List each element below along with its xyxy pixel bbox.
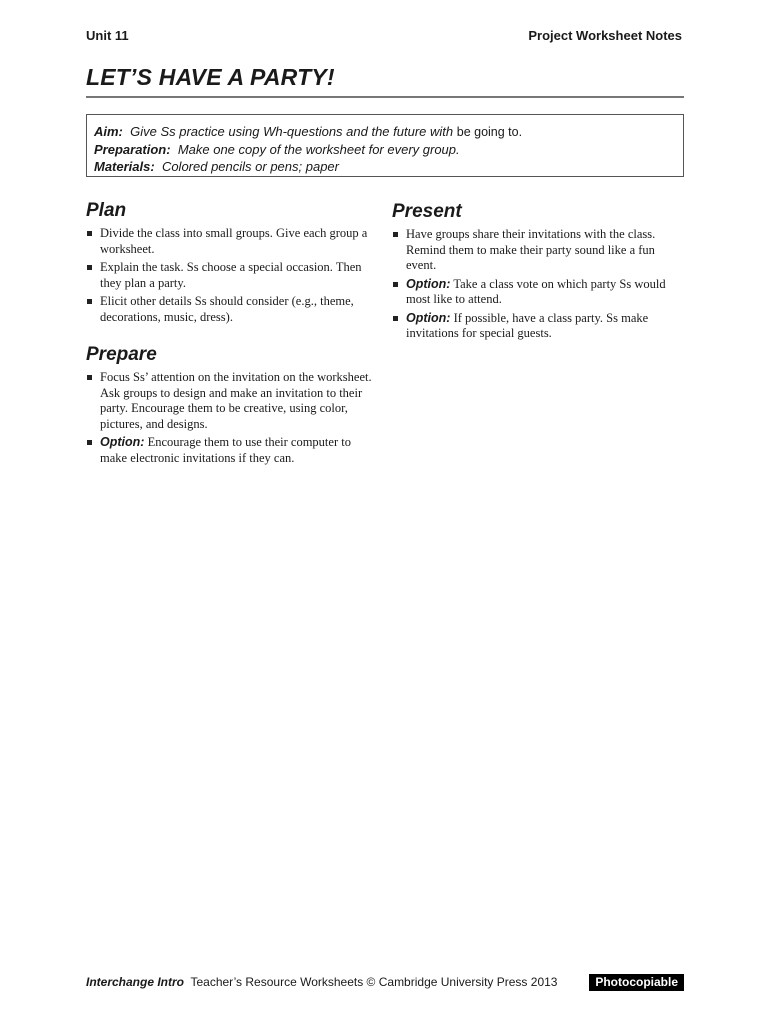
section-label: Project Worksheet Notes bbox=[528, 28, 682, 43]
list-item: Focus Ss’ attention on the invitation on the worksheet. Ask groups to design and make an invitation to their party. Encourage them to be creative, using color, pictures, and designs. bbox=[86, 370, 378, 432]
list-item: Have groups share their invitations with the class. Remind them to make their party sound like a fun event. bbox=[392, 227, 684, 274]
present-list bbox=[392, 227, 684, 342]
preparation-text: Make one copy of the worksheet for every group. bbox=[177, 142, 460, 157]
prepare-section bbox=[86, 344, 378, 469]
footer-text: Teacher’s Resource Worksheets © Cambridge University Press 2013 bbox=[190, 975, 558, 989]
footer-brand: Interchange Intro bbox=[86, 975, 185, 989]
aim-text: Give Ss practice using Wh-questions and the future with bbox=[130, 124, 454, 139]
aim-line bbox=[94, 123, 676, 141]
list-item bbox=[392, 311, 684, 342]
plan-section bbox=[86, 200, 378, 328]
aim-plain-text: be going to. bbox=[456, 125, 523, 139]
option-text: Take a class vote on which party Ss would most like to attend. bbox=[406, 276, 666, 306]
plan-heading: Plan bbox=[86, 200, 127, 221]
option-label: Option: bbox=[406, 310, 451, 325]
aim-box bbox=[86, 114, 684, 177]
option-label: Option: bbox=[406, 276, 451, 291]
present-section bbox=[392, 201, 684, 345]
unit-label: Unit 11 bbox=[86, 28, 129, 43]
materials-label: Materials: bbox=[94, 159, 155, 174]
preparation-label: Preparation: bbox=[94, 142, 171, 157]
prepare-list bbox=[86, 370, 378, 466]
title-divider bbox=[86, 96, 684, 98]
footer-credit bbox=[86, 975, 557, 989]
list-item bbox=[86, 435, 378, 466]
aim-label: Aim: bbox=[94, 124, 123, 139]
page-title: LET’S HAVE A PARTY! bbox=[86, 64, 335, 90]
present-heading: Present bbox=[392, 201, 462, 222]
option-text: Encourage them to use their computer to make electronic invitations if they can. bbox=[100, 435, 351, 465]
materials-line bbox=[94, 158, 676, 175]
option-text: If possible, have a class party. Ss make invitations for special guests. bbox=[406, 310, 649, 340]
photocopiable-badge: Photocopiable bbox=[589, 974, 684, 991]
list-item bbox=[392, 277, 684, 308]
preparation-line bbox=[94, 141, 676, 158]
materials-text: Colored pencils or pens; paper bbox=[161, 159, 339, 174]
prepare-heading: Prepare bbox=[86, 344, 157, 365]
plan-list bbox=[86, 226, 378, 325]
list-item: Explain the task. Ss choose a special occasion. Then they plan a party. bbox=[86, 260, 378, 291]
list-item: Divide the class into small groups. Give each group a worksheet. bbox=[86, 226, 378, 257]
list-item: Elicit other details Ss should consider (e.g., theme, decorations, music, dress). bbox=[86, 294, 378, 325]
option-label: Option: bbox=[100, 435, 145, 449]
